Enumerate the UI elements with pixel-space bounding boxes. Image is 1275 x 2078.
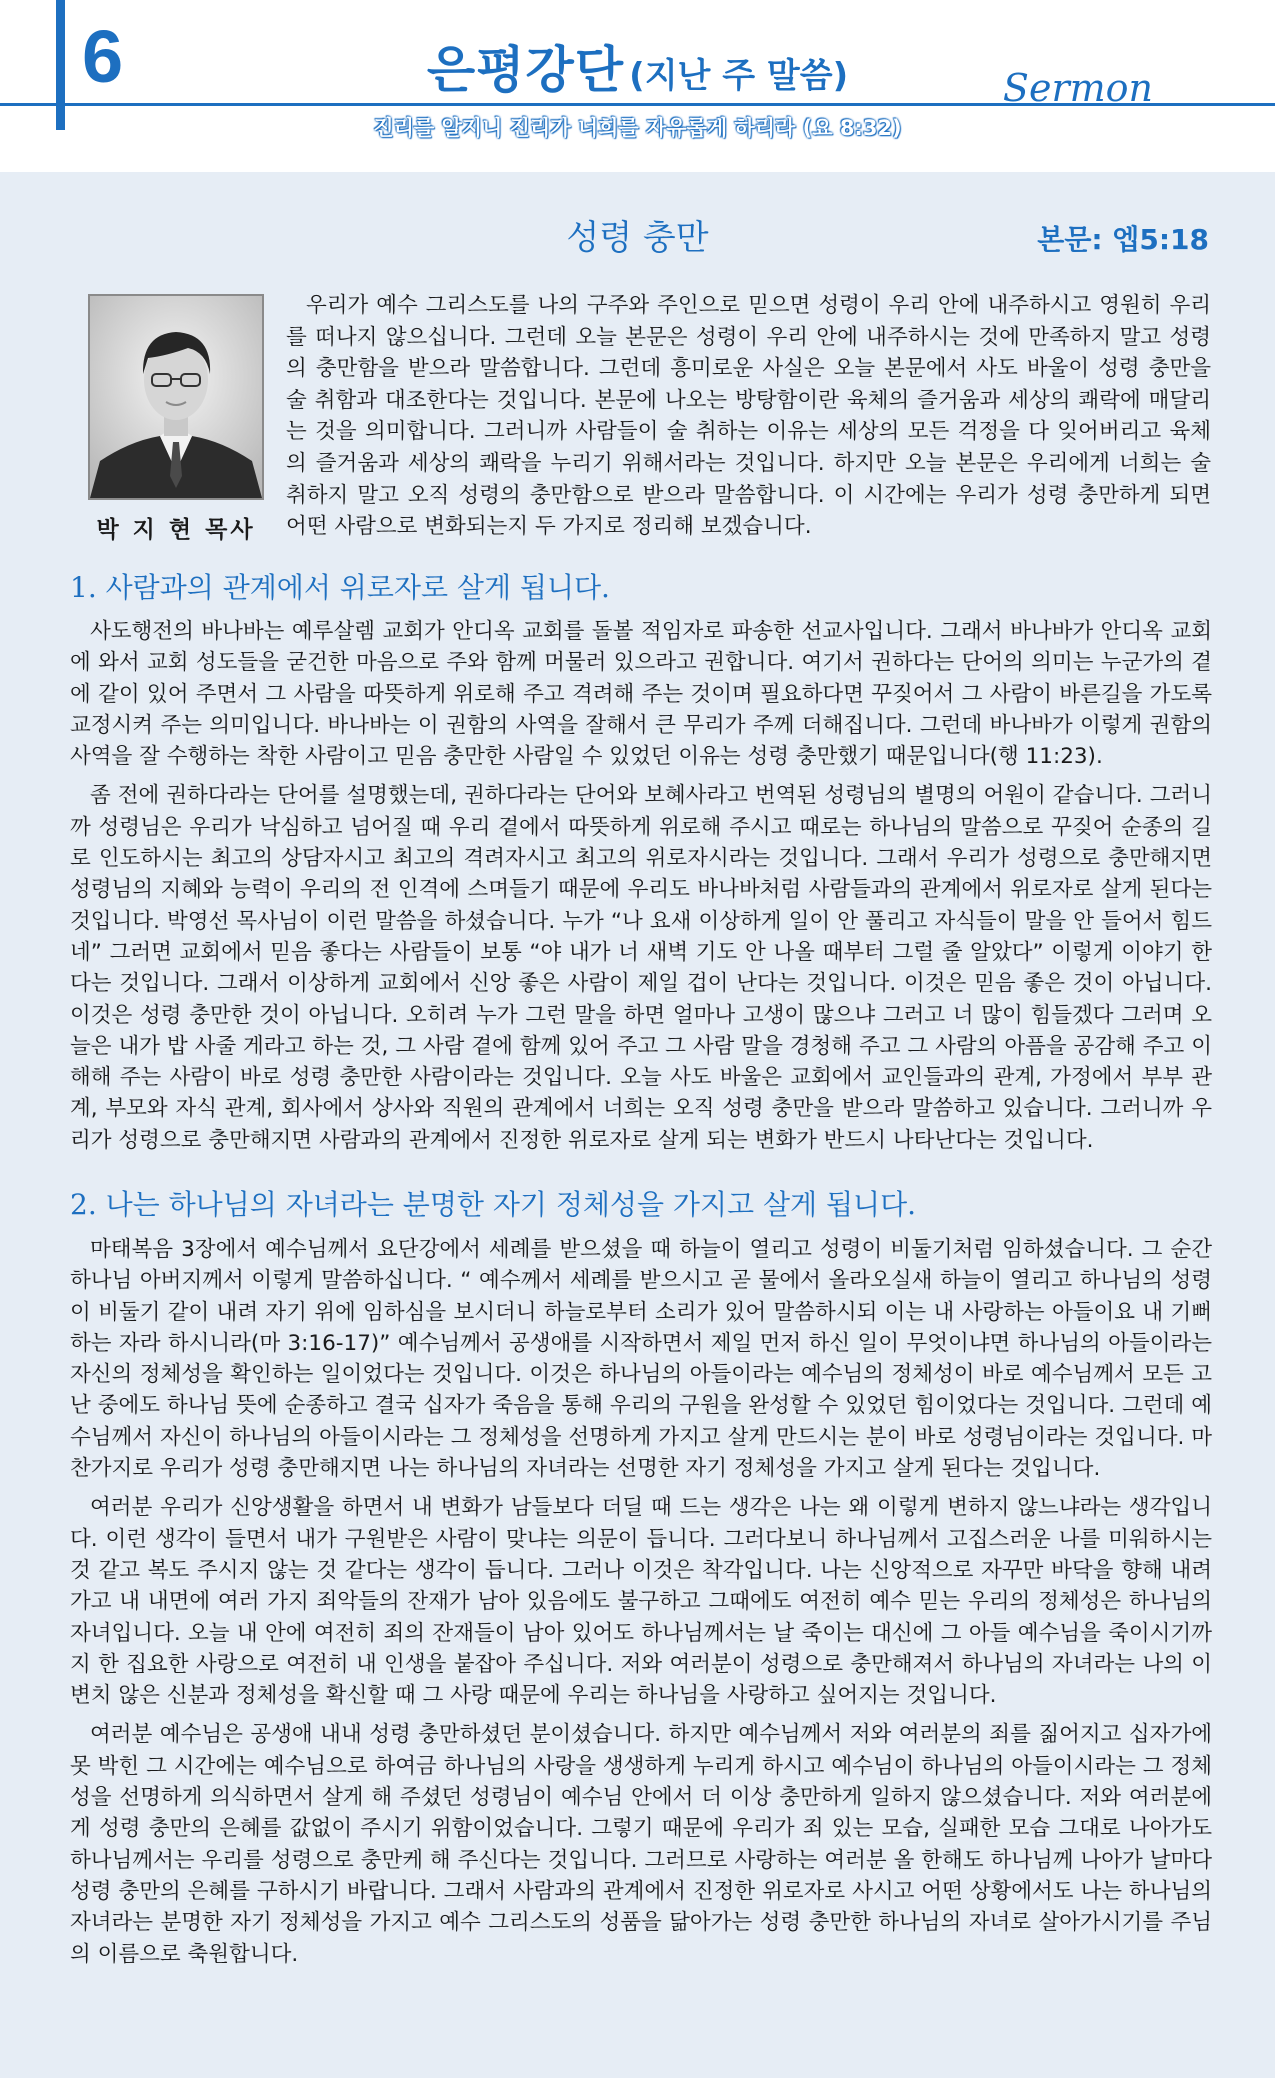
sermon-title: 성령 충만	[566, 218, 709, 258]
pastor-photo	[88, 294, 264, 500]
section-title-sub: (지난 주 말씀)	[629, 56, 849, 96]
page-number: 6	[82, 15, 124, 98]
section-2-paragraph: 여러분 우리가 신앙생활을 하면서 내 변화가 남들보다 더딜 때 드는 생각은 나는 왜 이렇게 변하지 않느냐라는 생각입니다. 이런 생각이 들면서 내가 구원받은 사람이 맞냐는 의문이 듭니다. 그러다보니 하나님께서 고집스러운 나를 미워하시는 것 같고 복도 주시지 않는 것 같다는 생각이 듭니다. 그러나 이것은 착각입니다. 나는 신앙적으로 자꾸만 바닥을 향해 내려가고 내 내면에 여러 가지 죄악들의 잔재가 남아 있음에도 불구하고 그때에도 여전히 예수 믿는 우리의 정체성은 하나님의 자녀입니다. 오늘 내 안에 여전히 죄의 잔재들이 남아 있어도 하나님께서는 날 죽이는 대신에 그 아들 예수님을 죽이시기까지 한 집요한 사랑으로 여전히 내 인생을 붙잡아 주십니다. 저와 여러분이 성령으로 충만해져서 하나님의 자녀라는 나의 이 변치 않은 신분과 정체성을 확신할 때 그 사랑 때문에 우리는 하나님을 사랑하고 싶어지는 것입니다.	[70, 1495, 1212, 1709]
intro-paragraph: 우리가 예수 그리스도를 나의 구주와 주인으로 믿으면 성령이 우리 안에 내주하시고 영원히 우리를 떠나지 않으십니다. 그런데 오늘 본문은 성령이 우리 안에 내주하시는 것에 만족하지 말고 성령의 충만함을 받으라 말씀합니다. 그런데 흥미로운 사실은 오늘 본문에서 사도 바울이 성령 충만을 술 취함과 대조한다는 것입니다. 본문에 나오는 방탕함이란 육체의 즐거움과 세상의 쾌락에 매달리는 것을 의미합니다. 그러니까 사람들이 술 취하는 이유는 세상의 모든 걱정을 다 잊어버리고 육체의 즐거움과 세상의 쾌락을 누리기 위해서라는 것입니다. 하지만 오늘 본문은 우리에게 너희는 술 취하지 말고 오직 성령의 충만함으로 받으라 말씀합니다. 이 시간에는 우리가 성령 충만하게 되면 어떤 사람으로 변화되는지 두 가지로 정리해 보겠습니다.	[286, 293, 1211, 540]
section-heading-1: 1. 사람과의 관계에서 위로자로 살게 됩니다.	[70, 571, 610, 604]
section-heading-2: 2. 나는 하나님의 자녀라는 분명한 자기 정체성을 가지고 살게 됩니다.	[70, 1188, 917, 1221]
section-2-paragraph: 마태복음 3장에서 예수님께서 요단강에서 세례를 받으셨을 때 하늘이 열리고 성령이 비둘기처럼 임하셨습니다. 그 순간 하나님 아버지께서 이렇게 말씀하십니다. “ 예수께서 세례를 받으시고 곧 물에서 올라오실새 하늘이 열리고 하나님의 성령이 비둘기 같이 내려 자기 위에 임하심을 보시더니 하늘로부터 소리가 있어 말씀하시되 이는 내 사랑하는 아들이요 내 기뻐하는 자라 하시니라(마 3:16-17)” 예수님께서 공생애를 시작하면서 제일 먼저 하신 일이 무엇이냐면 하나님의 아들이라는 자신의 정체성을 확인하는 일이었다는 것입니다. 이것은 하나님의 아들이라는 예수님의 정체성이 바로 예수님께서 모든 고난 중에도 하나님 뜻에 순종하고 결국 십자가 죽음을 통해 우리의 구원을 완성할 수 있었던 힘이었다는 것입니다. 그런데 예수님께서 자신이 하나님의 아들이시라는 그 정체성을 선명하게 가지고 살게 만드시는 분이 바로 성령님이라는 것입니다. 마찬가지로 우리가 성령 충만해지면 나는 하나님의 자녀라는 선명한 자기 정체성을 가지고 살게 된다는 것입니다.	[70, 1237, 1212, 1482]
section-body-1	[70, 616, 1212, 1164]
section-1-paragraph: 사도행전의 바나바는 예루살렘 교회가 안디옥 교회를 돌볼 적임자로 파송한 선교사입니다. 그래서 바나바가 안디옥 교회에 와서 교회 성도들을 굳건한 마음으로 주와 함께 머물러 있으라고 권합니다. 여기서 권하다는 단어의 의미는 누군가의 곁에 같이 있어 주면서 그 사람을 따뜻하게 위로해 주고 격려해 주는 것이며 필요하다면 꾸짖어서 그 사람이 바른길을 가도록 교정시켜 주는 의미입니다. 바나바는 이 권함의 사역을 잘해서 큰 무리가 주께 더해집니다. 그런데 바나바가 이렇게 권함의 사역을 잘 수행하는 착한 사람이고 믿음 충만한 사람일 수 있었던 이유는 성령 충만했기 때문입니다(행 11:23).	[70, 619, 1212, 770]
page-header	[0, 0, 1275, 172]
sermon-tag: Sermon	[1002, 66, 1153, 110]
section-2-paragraph: 여러분 예수님은 공생애 내내 성령 충만하셨던 분이셨습니다. 하지만 예수님께서 저와 여러분의 죄를 짊어지고 십자가에 못 박힌 그 시간에는 예수님으로 하여금 하나님의 사랑을 생생하게 누리게 하시고 예수님이 하나님의 아들이시라는 그 정체성을 선명하게 의식하면서 살게 해 주셨던 성령님이 예수님 안에서 더 이상 충만하게 일하지 않으셨습니다. 저와 여러분에게 성령 충만의 은혜를 값없이 주시기 위함이었습니다. 그렇기 때문에 우리가 죄 있는 모습, 실패한 모습 그대로 나아가도 하나님께서는 우리를 성령으로 충만케 해 주신다는 것입니다. 그러므로 사랑하는 여러분 올 한해도 하나님께 나아가 날마다 성령 충만의 은혜를 구하시기 바랍니다. 그래서 사람과의 관계에서 진정한 위로자로 사시고 어떤 상황에서도 나는 하나님의 자녀라는 분명한 자기 정체성을 가지고 예수 그리스도의 성품을 닮아가는 성령 충만한 하나님의 자녀로 살아가시기를 주님의 이름으로 축원합니다.	[70, 1722, 1212, 1967]
scripture-reference: 본문: 엡5:18	[1037, 223, 1209, 256]
section-title-main: 은평강단	[426, 41, 625, 99]
section-1-paragraph: 좀 전에 권하다라는 단어를 설명했는데, 권하다라는 단어와 보혜사라고 번역된 성령님의 별명의 어원이 같습니다. 그러니까 성령님은 우리가 낙심하고 넘어질 때 우리 곁에서 따뜻하게 위로해 주시고 때로는 하나님의 말씀으로 꾸짖어 순종의 길로 인도하시는 최고의 상담자시고 최고의 격려자시고 최고의 위로자시라는 것입니다. 그래서 우리가 성령으로 충만해지면 성령님의 지혜와 능력이 우리의 전 인격에 스며들기 때문에 우리도 바나바처럼 사람들과의 관계에서 위로자로 살게 된다는 것입니다. 박영선 목사님이 이런 말씀을 하셨습니다. 누가 “나 요새 이상하게 일이 안 풀리고 자식들이 말을 안 들어서 힘드네” 그러면 교회에서 믿음 좋다는 사람들이 보통 “야 내가 너 새벽 기도 안 나올 때부터 그럴 줄 알았다” 이렇게 이야기 한다는 것입니다. 그래서 이상하게 교회에서 신앙 좋은 사람이 제일 겁이 난다는 것입니다. 이것은 믿음 좋은 것이 아닙니다. 이것은 성령 충만한 것이 아닙니다. 오히려 누가 그런 말을 하면 얼마나 고생이 많으냐 그러고 너 많이 힘들겠다 그러며 오늘은 내가 밥 사줄 게라고 하는 것, 그 사람 곁에 함께 있어 주고 그 사람 말을 경청해 주고 그 사람의 아픔을 공감해 주고 이해해 주는 사람이 바로 성령 충만한 사람이라는 것입니다. 오늘 사도 바울은 교회에서 교인들과의 관계, 가정에서 부부 관계, 부모와 자식 관계, 회사에서 상사와 직원의 관계에서 너희는 오직 성령 충만을 받으라 말씀하고 있습니다. 그러니까 우리가 성령으로 충만해지면 사람과의 관계에서 진정한 위로자로 살게 되는 변화가 반드시 나타난다는 것입니다.	[70, 783, 1212, 1153]
section-body-2	[70, 1234, 1212, 1978]
verse-banner: 진리를 알지니 진리가 너희를 자유롭게 하리라 (요 8:32)	[373, 116, 902, 140]
pastor-name: 박 지 현 목사	[96, 517, 256, 543]
